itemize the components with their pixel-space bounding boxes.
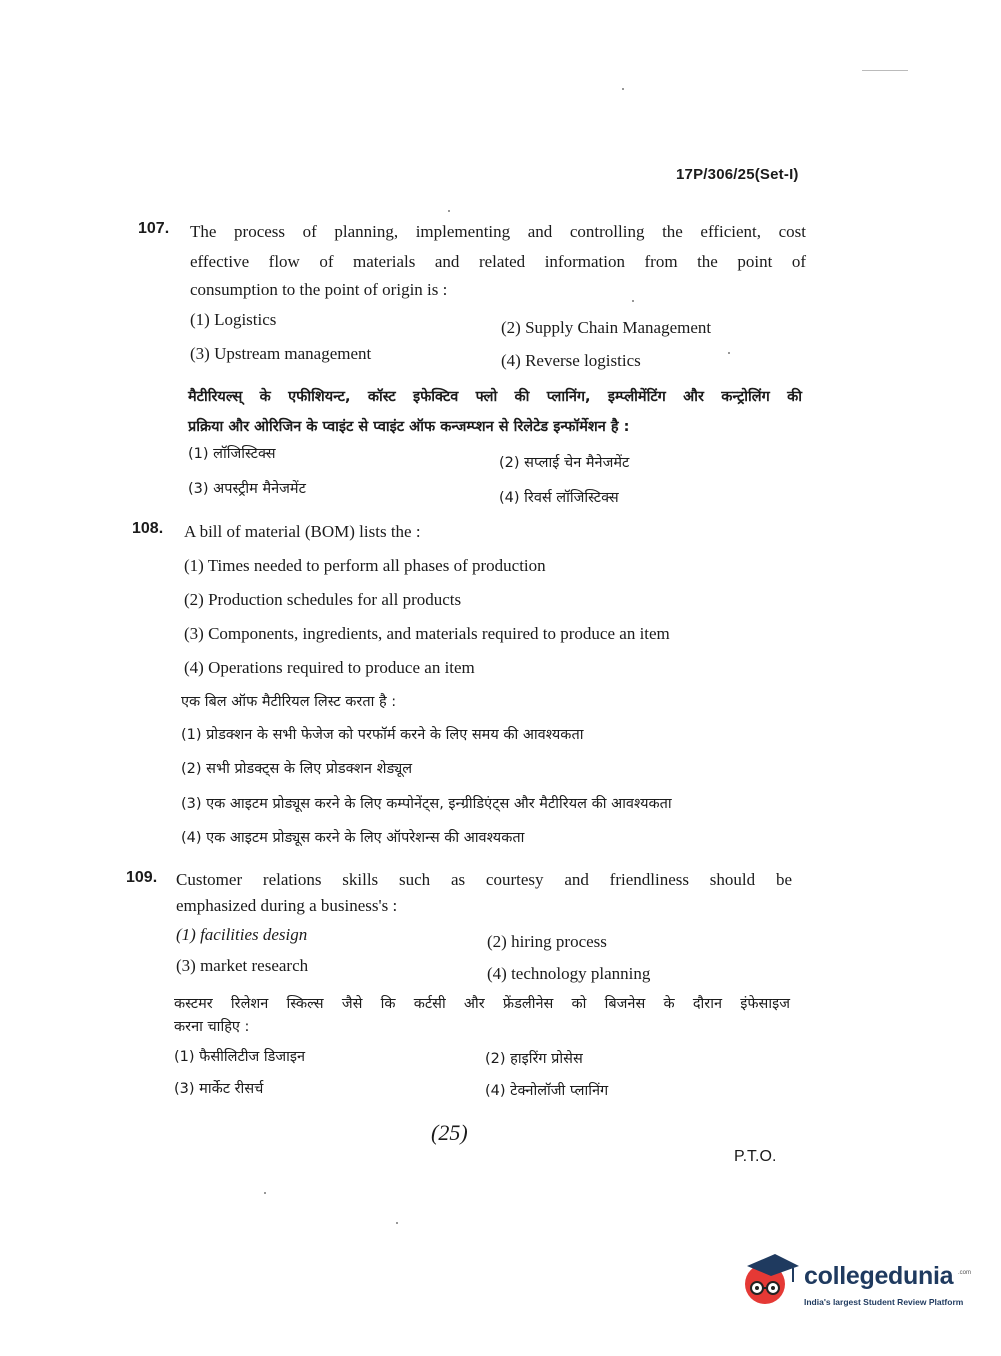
q108-hindi-option-4: (4) एक आइटम प्रोड्यूस करने के लिए ऑपरेशन्स की आवश्यकता — [181, 830, 525, 846]
q109-hindi-option-3: (3) मार्केट रीसर्च — [174, 1081, 264, 1097]
q109-hindi-text-line-2: करना चाहिए : — [174, 1019, 250, 1035]
q108-option-2: (2) Production schedules for all products — [184, 590, 462, 609]
collegedunia-brand: collegedunia — [804, 1262, 954, 1290]
collegedunia-suffix: .com — [958, 1270, 972, 1276]
scan-speck — [396, 1222, 398, 1224]
q109-option-1: (1) facilities design — [176, 925, 308, 944]
q109-option-3: (3) market research — [176, 956, 309, 975]
q107-hindi-option-3: (3) अपस्ट्रीम मैनेजमेंट — [188, 481, 306, 497]
q107-option-2: (2) Supply Chain Management — [501, 318, 712, 337]
question-number-107: 107. — [138, 220, 170, 237]
collegedunia-mascot-icon — [741, 1252, 801, 1310]
question-text-107-line-2: effective flow of materials and related information from the point of — [190, 252, 806, 271]
q107-hindi-option-2: (2) सप्लाई चेन मैनेजमेंट — [499, 455, 630, 471]
scan-speck — [264, 1192, 266, 1194]
page-number: (25) — [431, 1120, 468, 1145]
question-text-108: A bill of material (BOM) lists the : — [184, 522, 421, 541]
q107-hindi-text-line-1: मैटीरियल्स् के एफीशियन्ट, कॉस्ट इफेक्टिव फ्लो की प्लानिंग, इम्प्लीमेंटिंग और कन्ट्रोलिंग की — [188, 389, 802, 405]
q108-hindi-option-2: (2) सभी प्रोडक्ट्स के लिए प्रोडक्शन शेड्यूल — [181, 761, 413, 777]
q109-hindi-option-2: (2) हाइरिंग प्रोसेस — [485, 1051, 583, 1067]
q108-hindi-option-1: (1) प्रोडक्शन के सभी फेजेज को परफॉर्म करने के लिए समय की आवश्यकता — [181, 727, 584, 743]
q108-hindi-text: एक बिल ऑफ मैटीरियल लिस्ट करता है : — [181, 694, 397, 710]
question-text-107-line-1: The process of planning, implementing and controlling the efficient, cost — [190, 222, 806, 241]
question-number-109: 109. — [126, 869, 158, 886]
collegedunia-tagline: India's largest Student Review Platform — [804, 1297, 964, 1307]
q107-hindi-option-1: (1) लॉजिस्टिक्स — [188, 446, 276, 462]
question-number-108: 108. — [132, 520, 164, 537]
paper-code: 17P/306/25(Set-I) — [676, 166, 799, 183]
q109-hindi-option-4: (4) टेक्नोलॉजी प्लानिंग — [485, 1083, 609, 1099]
q108-option-4: (4) Operations required to produce an item — [184, 658, 475, 677]
scan-speck — [728, 352, 730, 354]
pto-label: P.T.O. — [734, 1148, 777, 1165]
question-text-109-line-1: Customer relations skills such as courtesy and friendliness should be — [176, 870, 792, 889]
q107-hindi-option-4: (4) रिवर्स लॉजिस्टिक्स — [499, 490, 619, 506]
q107-option-3: (3) Upstream management — [190, 344, 372, 363]
q107-option-4: (4) Reverse logistics — [501, 351, 641, 370]
q109-hindi-text-line-1: कस्टमर रिलेशन स्किल्स जैसे कि कर्टसी और फ्रेंडलीनेस को बिजनेस के दौरान इंफेसाइज — [174, 996, 790, 1012]
q108-option-1: (1) Times needed to perform all phases of production — [184, 556, 546, 575]
q108-option-3: (3) Components, ingredients, and materials required to produce an item — [184, 624, 670, 643]
q109-hindi-option-1: (1) फैसीलिटीज डिजाइन — [174, 1049, 306, 1065]
question-text-107-line-3: consumption to the point of origin is : — [190, 280, 448, 299]
question-text-109-line-2: emphasized during a business's : — [176, 896, 398, 915]
scan-artifact-line — [862, 70, 908, 71]
q107-hindi-text-line-2: प्रक्रिया और ओरिजिन के प्वाइंट से प्वाइंट ऑफ कन्जम्प्शन से रिलेटेड इन्फॉर्मेशन है : — [188, 419, 630, 435]
scan-speck — [632, 300, 634, 302]
q107-option-1: (1) Logistics — [190, 310, 277, 329]
q109-option-2: (2) hiring process — [487, 932, 607, 951]
scan-speck — [622, 88, 624, 90]
q109-option-4: (4) technology planning — [487, 964, 651, 983]
q108-hindi-option-3: (3) एक आइटम प्रोड्यूस करने के लिए कम्पोनेंट्स, इन्ग्रीडिएंट्स और मैटीरियल की आवश्यकता — [181, 796, 672, 812]
scan-speck — [448, 210, 450, 212]
